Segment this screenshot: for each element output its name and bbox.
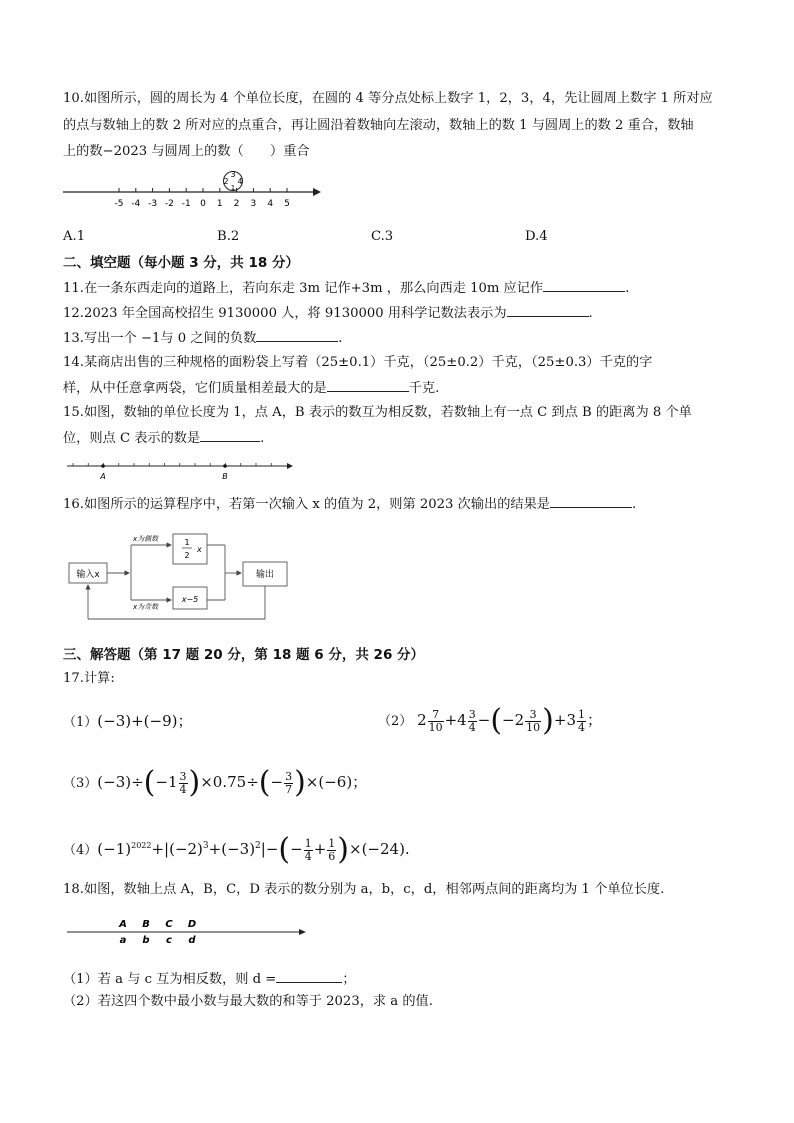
minus-box-label: x−5 — [181, 595, 199, 604]
q14-line2a: 样，从中任意拿两袋，它们质量相差最大的是 — [63, 381, 327, 396]
q17-p4-b-exp: 3 — [202, 841, 209, 851]
q17-p4-c-exp: 2 — [255, 841, 261, 851]
q11-end: . — [625, 281, 630, 296]
q12-end: . — [588, 306, 593, 321]
q17-p4-a-exp: 2022 — [131, 841, 152, 850]
q14-blank[interactable] — [327, 377, 409, 392]
q16-blank[interactable] — [550, 493, 632, 508]
q17-p3-b-whole: −1 — [155, 773, 178, 791]
q16 — [63, 493, 636, 516]
odd-label: x为奇数 — [133, 603, 159, 611]
q17-p3-a: (−3)÷ — [97, 773, 144, 791]
q17-p3-label: （3） — [63, 776, 98, 791]
q17-p4-e-num: 1 — [304, 836, 312, 850]
q11 — [63, 277, 629, 300]
q17-p3-d-num: 3 — [285, 769, 293, 783]
q18-part1 — [63, 968, 356, 991]
q18-lower-label: c — [166, 935, 172, 946]
q18-number-line-figure — [63, 914, 313, 948]
q10-option-b: B.2 — [217, 229, 240, 244]
q17-part3: （3）(−3)÷(−1 $\frac{3}{4}$ )×0.75÷(− $\frac{3}{7}$ )×(−6)； — [63, 765, 368, 800]
q17-part1 — [63, 710, 192, 731]
q10-number-line-figure — [63, 165, 323, 215]
q18-p1-blank[interactable] — [276, 968, 342, 983]
q17-p4-b: +|(−2) — [151, 840, 203, 858]
circle-label-top: 3 — [230, 170, 236, 179]
q10-tick-label: 2 — [233, 199, 240, 209]
q17-p2-a-den: 10 — [428, 720, 443, 734]
output-box-label: 输出 — [255, 570, 275, 580]
q14-line2b: 千克. — [408, 381, 440, 396]
q14-line2 — [63, 377, 439, 400]
q16-flowchart — [63, 525, 303, 625]
q10-option-d: D.4 — [525, 229, 548, 244]
q17-p2-c-num: 3 — [525, 709, 541, 722]
q14-line1: 14.某商店出售的三种规格的面粉袋上写着（25±0.1）千克，（25±0.2）千克，（25±0.3）千克的字 — [63, 355, 653, 370]
q17-p2-d-whole: +3 — [553, 711, 576, 729]
q18-p1-text: （1）若 a 与 c 互为相反数，则 d = — [63, 972, 277, 987]
q10-tick-label: -4 — [131, 199, 141, 209]
q10-tick-label: 5 — [284, 199, 290, 209]
q10-option-a: A.1 — [63, 229, 86, 244]
section3-title: 三、解答题（第 17 题 20 分，第 18 题 6 分，共 26 分） — [63, 647, 425, 663]
q17-p3-b-num: 3 — [179, 769, 187, 783]
q17-p3-d-den: 7 — [285, 782, 293, 796]
q17-p1-expr: (−3)+(−9)； — [97, 712, 193, 730]
q17-p4-a: (−1) — [97, 840, 132, 858]
q13-text: 13.写出一个 −1与 0 之间的负数 — [63, 331, 257, 346]
q17-p4-g: ×(−24). — [349, 840, 410, 858]
q17-p4-c: +(−3) — [208, 840, 256, 858]
q17-p2-c-pre: − — [477, 711, 491, 729]
q15-number-line-figure — [63, 456, 299, 486]
q17-p2-a-num: 7 — [428, 709, 444, 722]
point-a — [101, 464, 105, 468]
q17-p2-d-num: 1 — [578, 707, 585, 721]
q11-blank[interactable] — [543, 277, 625, 292]
q17-p4-label: （4） — [63, 843, 98, 858]
q17-p3-c: ×0.75÷ — [200, 773, 259, 791]
q17-title: 17.计算: — [63, 671, 115, 686]
q17-p2-a-whole: 2 — [417, 711, 427, 729]
q18-upper-label: D — [187, 919, 197, 930]
q13-blank[interactable] — [256, 327, 338, 342]
q10-tick-label: -1 — [181, 199, 191, 209]
q17-p2-c-whole: −2 — [502, 711, 525, 729]
q17-p4-e-den: 4 — [304, 849, 312, 863]
half-variable: x — [197, 545, 202, 554]
q17-p4-e-pre: − — [290, 840, 303, 858]
q17-p4-f-den: 6 — [328, 849, 336, 863]
circle-label-right: 4 — [237, 177, 243, 186]
q17-p2-b-whole: +4 — [444, 711, 467, 729]
q15-blank[interactable] — [200, 427, 260, 442]
q17-p2-d-den: 4 — [578, 720, 585, 734]
q10-tick-label: 0 — [200, 199, 206, 209]
q15-line1: 15.如图，数轴的单位长度为 1，点 A，B 表示的数互为相反数，若数轴上有一点 C 到点 B 的距离为 8 个单 — [63, 405, 692, 420]
q10-tick-label: 1 — [216, 199, 223, 209]
circle-label-bottom: 1 — [230, 184, 236, 192]
q10-line3: 上的数−2023 与圆周上的数（ ）重合 — [63, 144, 310, 159]
q12-blank[interactable] — [507, 302, 589, 317]
q17-p2-label: （2） — [378, 714, 413, 729]
q10-tick-label: 4 — [267, 199, 274, 209]
q17-p4-f-pre: + — [313, 840, 327, 858]
half-denominator: 2 — [184, 551, 190, 560]
q17-p1-label: （1） — [63, 715, 98, 730]
q17-p2-b-num: 3 — [468, 707, 476, 721]
input-box-label: 输入x — [76, 570, 100, 580]
point-b — [223, 464, 227, 468]
q10-tick-label: -2 — [164, 199, 174, 209]
q16-text: 16.如图所示的运算程序中，若第一次输入 x 的值为 2，则第 2023 次输出的结果是 — [63, 497, 550, 512]
q17-p3-d-pre: − — [270, 773, 284, 791]
q13-end: . — [338, 331, 343, 346]
q18-upper-label: C — [165, 919, 173, 930]
q18-upper-label: B — [142, 919, 150, 930]
half-numerator: 1 — [184, 538, 190, 547]
q17-p3-e: ×(−6)； — [305, 773, 368, 791]
q10-tick-label: -5 — [114, 199, 124, 209]
q10-line1: 10.如图所示，圆的周长为 4 个单位长度，在圆的 4 等分点处标上数字 1，2，3，4，先让圆周上数字 1 所对应 — [63, 91, 713, 106]
q17-p4-f-num: 1 — [328, 836, 336, 850]
q18-p1-end: ； — [342, 972, 356, 987]
half-box — [173, 534, 207, 564]
q18-lower-label: b — [142, 935, 150, 946]
circle-label-left: 2 — [223, 177, 229, 186]
q10-tick-label: 3 — [250, 199, 257, 209]
q10-tick-label: -3 — [148, 199, 158, 209]
q10-line2: 的点与数轴上的数 2 所对应的点重合，再让圆沿着数轴向左滚动，数轴上的数 1 与圆周上的数 2 重合，数轴 — [63, 118, 694, 133]
even-label: x为偶数 — [133, 535, 159, 543]
q17-part4: $(4)(-1)^{2022}+|(-2)^3+(-3)^2|-(-$ $\frac{1}{4}$ + $\frac{1}{6}$ )×(−24). — [63, 832, 410, 867]
q18-upper-label: A — [119, 919, 127, 930]
q17-part2: （2） 2 $\frac{7}{10}$ +4 $\frac{3}{4}$ −(−2 $\frac{3}{10}$ )+3 $\frac{1}{4}$ ； — [378, 703, 603, 738]
q17-p2-c-den: 10 — [526, 720, 541, 734]
q15-line2 — [63, 427, 264, 450]
q11-text: 11.在一条东西走向的道路上，若向东走 3m 记作+3m ，那么向西走 10m 应记作 — [63, 281, 544, 296]
q12-text: 12.2023 年全国高校招生 9130000 人，将 9130000 用科学记数法表示为 — [63, 306, 507, 321]
q18-lower-label: d — [188, 935, 196, 946]
q16-end: . — [631, 497, 637, 512]
q15-line2-text: 位，则点 C 表示的数是 — [63, 431, 201, 446]
q17-p3-b-den: 4 — [179, 782, 187, 796]
q17-p2-end: ； — [587, 711, 603, 729]
q12 — [63, 302, 593, 325]
q18-part2: （2）若这四个数中最小数与最大数的和等于 2023，求 a 的值. — [63, 994, 433, 1009]
q18-lower-label: a — [119, 935, 127, 946]
section2-title: 二、填空题（每小题 3 分，共 18 分） — [63, 255, 299, 271]
q10-option-c: C.3 — [371, 229, 394, 244]
q15-end: . — [260, 431, 265, 446]
label-a: A — [100, 472, 106, 481]
q10-ticks — [115, 188, 290, 209]
label-b: B — [222, 472, 228, 481]
q13 — [63, 327, 342, 350]
q17-p2-b-den: 4 — [468, 720, 476, 734]
q17-p4-d: |− — [260, 840, 279, 858]
q18-text: 18.如图，数轴上点 A，B，C，D 表示的数分别为 a，b，c，d，相邻两点间的距离均为 1 个单位长度. — [63, 882, 665, 897]
